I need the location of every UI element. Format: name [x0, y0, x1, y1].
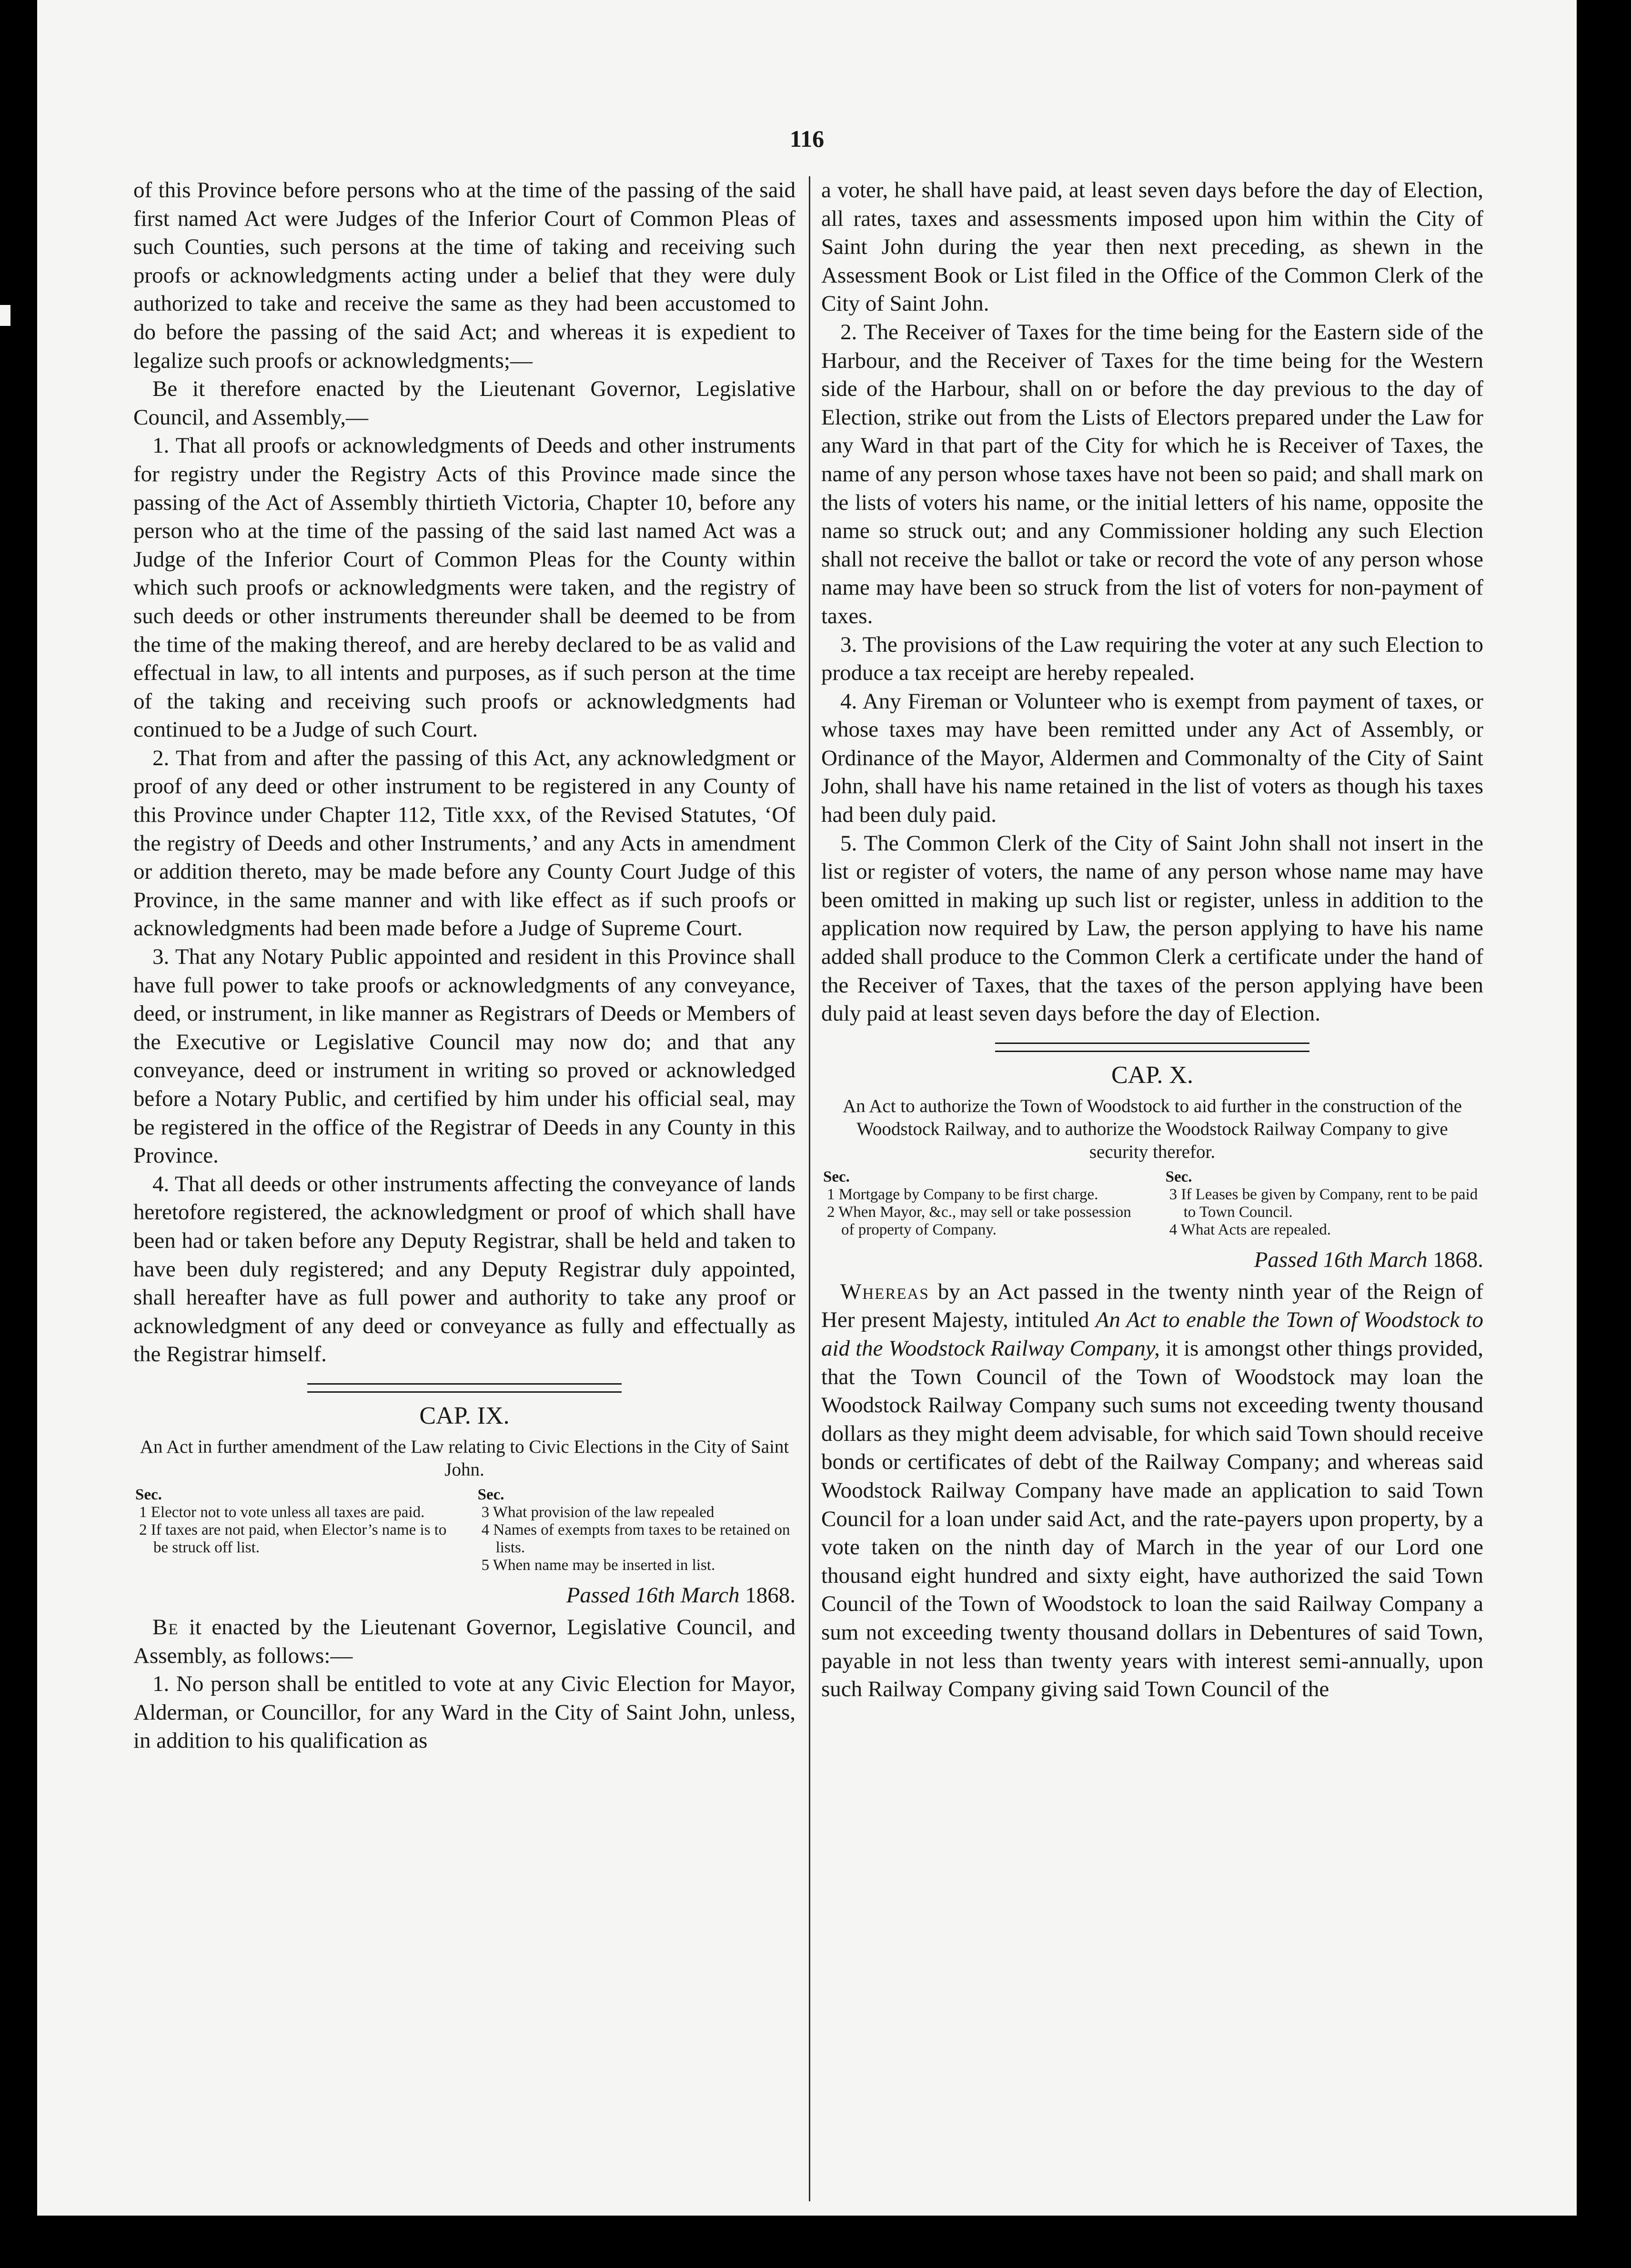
enacting-clause [133, 1613, 795, 1670]
cap9-section-3: 3. The provisions of the Law requiring the voter at any such Election to produce a tax receipt are hereby repealed. [821, 632, 1483, 686]
chapter-description: An Act to authorize the Town of Woodstock to aid further in the construction of the Woodstock Railway, and to authorize the Woodstock Railway Company to give security therefor. [843, 1095, 1462, 1162]
preamble-text-a: by an Act passed in the twenty ninth year of the Reign of Her present Majesty, intituled [821, 1279, 1483, 1333]
section-index-left [135, 1486, 451, 1574]
column-divider [809, 176, 810, 2201]
preamble-text-b: it is amongst other things provided, that the Town Council of the Town of Woodstock may loan the Woodstock Railway Company such sums not exceeding twenty thousand dollars as they might deem advisable, for which said Town should receive bonds or certificates of debt of the Railway Company; and whereas said Woodstock Railway Company have made an application to said Town Council for a loan under said Act, and the rate-payers upon property, by a vote taken on the ninth day of March in the year of our Lord one thousand eight hundred and sixty eight, have authorized the said Town Council of the Town of Woodstock to loan the said Railway Company a sum not exceeding twenty thousand dollars in Debentures of said Town, payable in not less than twenty years with interest semi-annually, upon such Railway Company giving said Town Council of the [821, 1336, 1483, 1702]
chapter-title: CAP. X. [1111, 1061, 1193, 1089]
section-index-right [1166, 1168, 1481, 1239]
left-column [133, 176, 795, 1755]
document-page [37, 0, 1577, 2216]
enacting-clause-first-word: Be [152, 1614, 179, 1640]
cap9-section-5: 5. The Common Clerk of the City of Saint John shall not insert in the list or register of voters, the name of any person whose name may have been omitted in making up such list or register, unless in addition to the application now required by Law, the person applying to have his name added shall produce to the Common Clerk a certificate under the hand of the Receiver of Taxes, that the taxes of the person applying have been duly paid at least seven days before the day of Election. [821, 830, 1483, 1026]
passed-label: Passed 16th March [1254, 1247, 1428, 1272]
section-index-left [823, 1168, 1139, 1239]
cap9-section-4: 4. Any Fireman or Volunteer who is exempt from payment of taxes, or whose taxes may have been remitted under any Act of Assembly, or Ordinance of the Mayor, Aldermen and Commonalty of the City of Saint John, shall have his name retained in the list of voters as though his taxes had been duly paid. [821, 688, 1483, 828]
section-1: 1. That all proofs or acknowledgments of Deeds and other instruments for registry under the Registry Acts of this Province made since the passing of the Act of Assembly thirtieth Victoria, Chapter 10, before any person who at the time of the passing of the said last named Act was a Judge of the Inferior Court of Common Pleas for the County within which such proofs or acknowledgments were taken, and the registry of such deeds or other instruments thereunder shall be deemed to be from the time of the making thereof, and are hereby declared to be as valid and effectual in law, to all intents and purposes, as if such person at the time of the taking and receiving such proofs or acknowledgments had continued to be a Judge of such Court. [133, 433, 795, 742]
scan-edge-mark [0, 305, 10, 326]
cap9-section-1: 1. No person shall be entitled to vote at any Civic Election for Mayor, Alderman, or Councillor, for any Ward in the City of Saint John, unless, in addition to his qualification as [133, 1671, 795, 1753]
sec-label: Sec. [823, 1168, 850, 1185]
section-index-item: 2 When Mayor, &c., may sell or take possession of property of Company. [827, 1203, 1131, 1238]
sec-label: Sec. [1165, 1168, 1192, 1185]
section-divider [307, 1383, 622, 1393]
sec-label: Sec. [135, 1486, 162, 1503]
paragraph-intro: of this Province before persons who at the time of the passing of the said first named Act were Judges of the Inferior Court of Common Pleas of such Counties, such persons at the time of taking and receiving such proofs or acknowledgments acting under a belief that they were duly authorized to take and receive the same as they had been accustomed to do before the passing of the said Act; and whereas it is expedient to legalize such proofs or acknowledgments;— [133, 178, 795, 373]
section-index-right [478, 1486, 794, 1574]
sec-label: Sec. [477, 1486, 504, 1503]
right-column [821, 176, 1483, 1704]
section-index-item: 3 What provision of the law repealed [481, 1503, 715, 1521]
preamble-first-word: Whereas [840, 1279, 929, 1304]
cap9-section-1-continued: a voter, he shall have paid, at least seven days before the day of Election, all rates, taxes and assessments imposed upon him within the City of Saint John during the year then next preceding, as shewn in the Assessment Book or List filed in the Office of the Common Clerk of the City of Saint John. [821, 178, 1483, 316]
passed-date [133, 1581, 795, 1610]
section-index-item: 4 What Acts are repealed. [1169, 1221, 1331, 1238]
section-2: 2. That from and after the passing of this Act, any acknowledgment or proof of any deed or other instrument to be registered in any County of this Province under Chapter 112, Title xxx, of the Revised Statutes, ‘Of the registry of Deeds and other Instruments,’ and any Acts in amendment or addition thereto, may be made before any County Court Judge of this Province, in the same manner and with like effect as if such proofs or acknowledgments had been made before a Judge of Supreme Court. [133, 745, 795, 941]
paragraph-enactment: Be it therefore enacted by the Lieutenant Governor, Legislative Council, and Assembly,— [133, 376, 795, 430]
section-index [135, 1486, 794, 1574]
chapter-description: An Act in further amendment of the Law relating to Civic Elections in the City of Saint John. [140, 1436, 789, 1480]
passed-date [821, 1245, 1483, 1274]
section-4: 4. That all deeds or other instruments affecting the conveyance of lands heretofore registered, the acknowledgment or proof of which shall have been had or taken before any Deputy Registrar, shall be held and taken to have been duly registered; and any Deputy Registrar duly appointed, shall hereafter have as full power and authority to take any proof or acknowledgment of any deed or conveyance as fully and effectually as the Registrar himself. [133, 1171, 795, 1367]
preamble [821, 1278, 1483, 1704]
section-index-item: 5 When name may be inserted in list. [481, 1556, 715, 1574]
cap9-section-2: 2. The Receiver of Taxes for the time being for the Eastern side of the Harbour, and the Receiver of Taxes for the time being for the Western side of the Harbour, shall on or before the day previous to the day of Election, strike out from the Lists of Electors prepared under the Law for any Ward in that part of the City for which he is Receiver of Taxes, the name of any person whose taxes have not been so paid; and shall mark on the lists of voters his name, or the initial letters of his name, opposite the name so struck out; and any Commissioner holding any such Election shall not receive the ballot or take or record the vote of any person whose name may have been so struck from the list of voters for non-payment of taxes. [821, 319, 1483, 628]
section-3: 3. That any Notary Public appointed and resident in this Province shall have full power to take proofs or acknowledgments of any conveyance, deed, or instrument, in like manner as Registrars of Deeds or Members of the Executive or Legislative Council may now do; and that any conveyance, deed or instrument in writing so proved or acknowledged before a Notary Public, and certified by him under his official seal, may be registered in the office of the Registrar of Deeds in any County in this Province. [133, 944, 795, 1168]
section-divider [995, 1043, 1309, 1052]
passed-year: 1868. [1433, 1247, 1483, 1272]
passed-year: 1868. [745, 1582, 795, 1608]
act-title: An Act to enable the Town of Woodstock to aid the Woodstock Railway Company, [821, 1307, 1483, 1361]
section-index-item: 4 Names of exempts from taxes to be retained on lists. [481, 1521, 790, 1556]
section-index-item: 3 If Leases be given by Company, rent to be paid to Town Council. [1169, 1185, 1478, 1221]
section-index-item: 1 Elector not to vote unless all taxes are paid. [139, 1503, 425, 1521]
passed-label: Passed 16th March [566, 1582, 740, 1608]
chapter-title: CAP. IX. [419, 1402, 510, 1429]
section-index-item: 2 If taxes are not paid, when Elector’s name is to be struck off list. [139, 1521, 447, 1556]
enacting-clause-text: it enacted by the Lieutenant Governor, Legislative Council, and Assembly, as follows:— [133, 1614, 795, 1668]
section-index [823, 1168, 1481, 1239]
section-index-item: 1 Mortgage by Company to be first charge. [827, 1185, 1098, 1203]
page-number: 116 [789, 125, 825, 152]
